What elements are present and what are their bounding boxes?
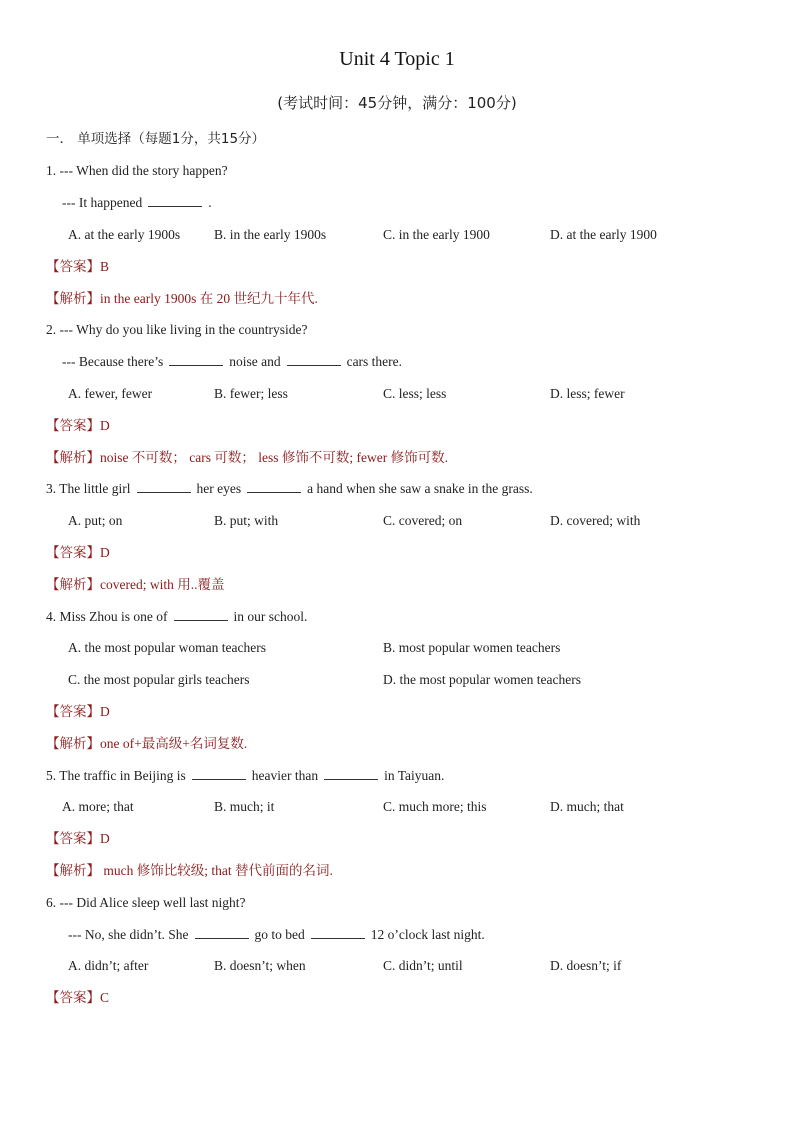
- question-1-option-b: B. in the early 1900s: [214, 227, 327, 242]
- question-5-analysis: 【解析】 much 修饰比较级; that 替代前面的名词.: [46, 863, 333, 879]
- answer-blank: [174, 608, 228, 621]
- question-3-stem: 3. The little girl her eyes a hand when she saw a snake in the grass.: [46, 481, 533, 496]
- question-3-option-b: B. put; with: [214, 513, 279, 528]
- question-4-option-d: D. the most popular women teachers: [383, 672, 581, 687]
- question-2-option-c: C. less; less: [383, 386, 447, 401]
- question-6-option-b: B. doesn’t; when: [214, 958, 306, 973]
- section-heading: 一． 单项选择（每题1分，共15分）: [46, 131, 266, 147]
- answer-blank: [247, 480, 301, 493]
- answer-blank: [195, 926, 249, 939]
- answer-blank: [148, 194, 202, 207]
- question-6-option-c: C. didn’t; until: [383, 958, 463, 973]
- question-1-line2: --- It happened .: [62, 195, 212, 210]
- question-2-option-b: B. fewer; less: [214, 386, 288, 401]
- question-3-analysis: 【解析】covered; with 用..覆盖: [46, 577, 225, 593]
- question-2-answer: 【答案】D: [46, 418, 110, 434]
- answer-blank: [311, 926, 365, 939]
- question-4-analysis: 【解析】one of+最高级+名词复数.: [46, 736, 248, 752]
- answer-blank: [169, 353, 223, 366]
- question-4-stem: 4. Miss Zhou is one of in our school.: [46, 609, 308, 624]
- question-4-answer: 【答案】D: [46, 704, 110, 720]
- question-1-option-d: D. at the early 1900: [550, 227, 657, 242]
- question-6-answer: 【答案】C: [46, 990, 110, 1006]
- question-1-stem: 1. --- When did the story happen?: [46, 163, 228, 178]
- question-3-option-d: D. covered; with: [550, 513, 641, 528]
- question-6-stem: 6. --- Did Alice sleep well last night?: [46, 895, 246, 910]
- answer-blank: [192, 767, 246, 780]
- question-5-option-b: B. much; it: [214, 799, 275, 814]
- question-5-answer: 【答案】D: [46, 831, 110, 847]
- question-3-option-c: C. covered; on: [383, 513, 463, 528]
- question-6-option-a: A. didn’t; after: [68, 958, 149, 973]
- question-4-option-c: C. the most popular girls teachers: [68, 672, 250, 687]
- question-2-line2: --- Because there’s noise and cars there.: [62, 354, 403, 369]
- question-4-option-b: B. most popular women teachers: [383, 640, 561, 655]
- question-3-option-a: A. put; on: [68, 513, 123, 528]
- question-2-option-a: A. fewer, fewer: [68, 386, 153, 401]
- question-5-stem: 5. The traffic in Beijing is heavier than in Taiyuan.: [46, 768, 445, 783]
- exam-info: (考试时间：45分钟，满分：100分): [277, 94, 517, 112]
- question-1-answer: 【答案】B: [46, 259, 110, 275]
- question-5-option-d: D. much; that: [550, 799, 624, 814]
- question-5-option-a: A. more; that: [62, 799, 134, 814]
- question-1-option-c: C. in the early 1900: [383, 227, 490, 242]
- question-6-option-d: D. doesn’t; if: [550, 958, 622, 973]
- question-1-analysis: 【解析】in the early 1900s 在 20 世纪九十年代.: [46, 291, 318, 307]
- question-3-answer: 【答案】D: [46, 545, 110, 561]
- answer-blank: [137, 480, 191, 493]
- answer-blank: [287, 353, 341, 366]
- question-1-option-a: A. at the early 1900s: [68, 227, 181, 242]
- question-2-analysis: 【解析】noise 不可数； cars 可数； less 修饰不可数; fewer 修饰可数.: [46, 450, 448, 466]
- page-title: Unit 4 Topic 1: [339, 48, 455, 70]
- question-5-option-c: C. much more; this: [383, 799, 487, 814]
- answer-blank: [324, 767, 378, 780]
- question-4-option-a: A. the most popular woman teachers: [68, 640, 266, 655]
- question-2-stem: 2. --- Why do you like living in the countryside?: [46, 322, 308, 337]
- question-6-line2: --- No, she didn’t. She go to bed 12 o’clock last night.: [68, 927, 485, 942]
- question-2-option-d: D. less; fewer: [550, 386, 625, 401]
